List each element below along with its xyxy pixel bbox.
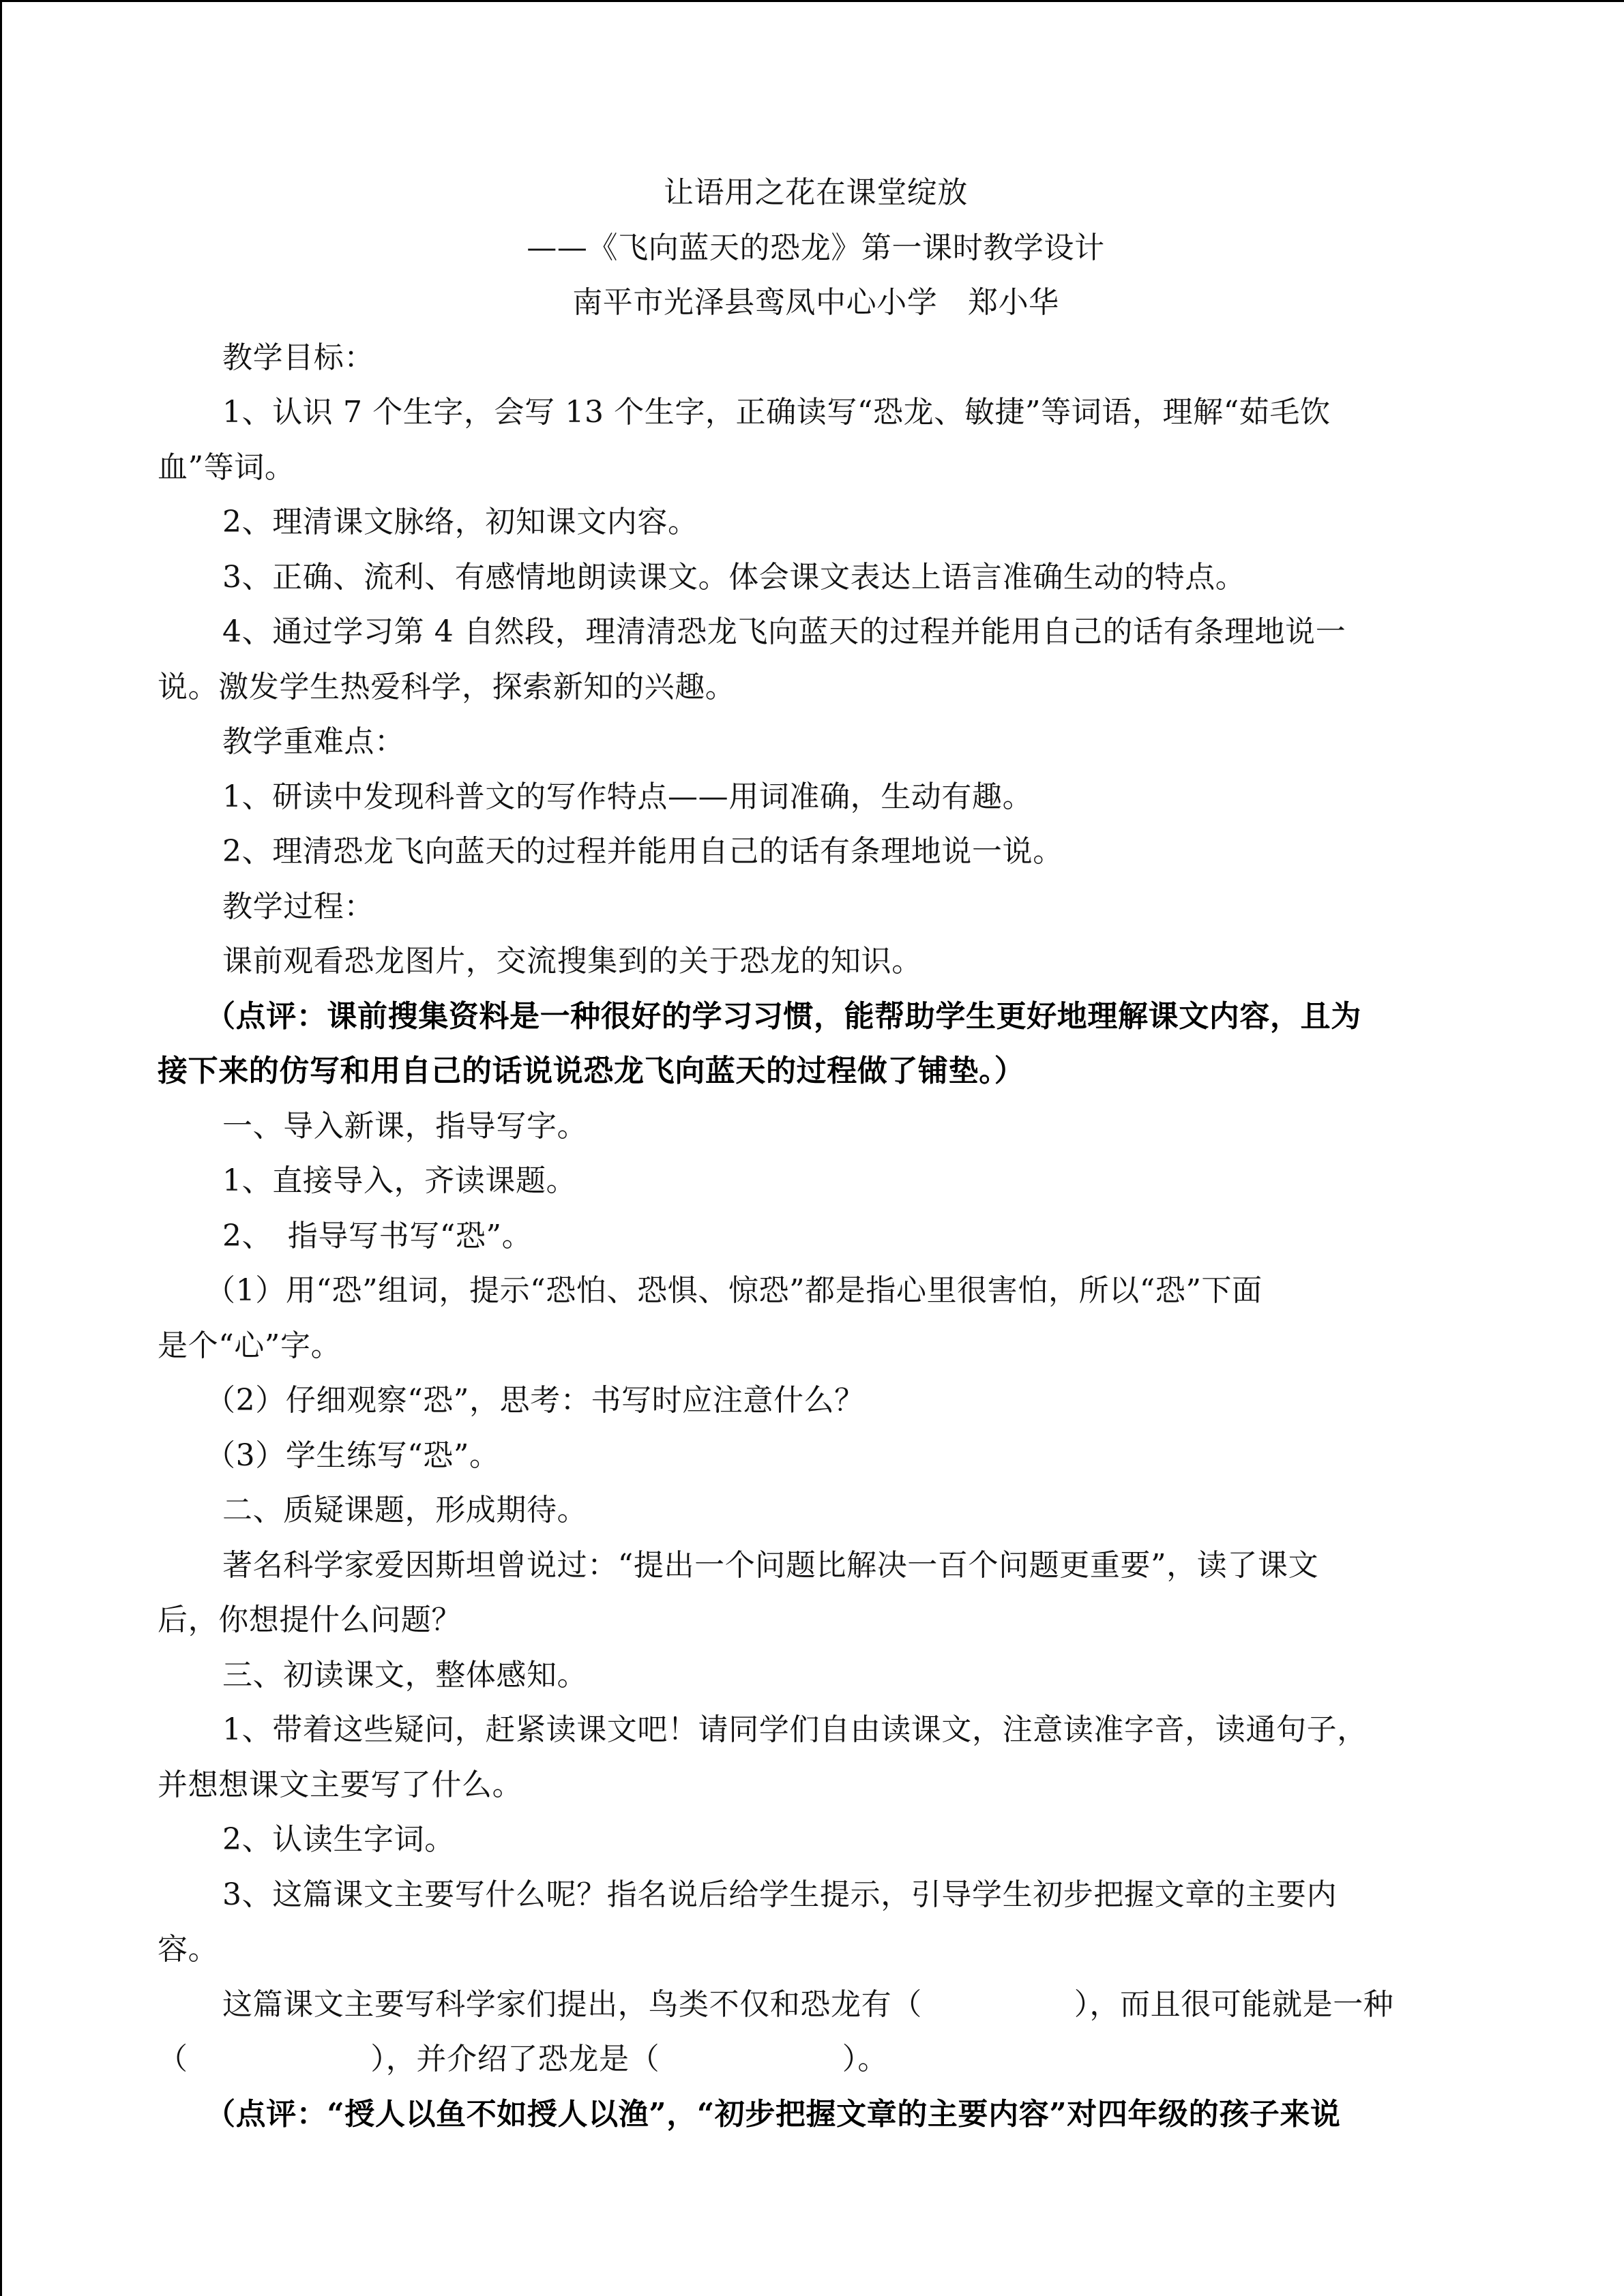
paragraph-line: 容。 <box>158 1932 219 1967</box>
paragraph-line: 1、研读中发现科普文的写作特点——用词准确，生动有趣。 <box>222 779 1033 814</box>
paragraph-line: 这篇课文主要写科学家们提出，鸟类不仅和恐龙有（ ），而且很可能就是一种 <box>222 1986 1394 2022</box>
paragraph-line: 著名科学家爱因斯坦曾说过：“提出一个问题比解决一百个问题更重要”，读了课文 <box>222 1547 1319 1583</box>
document-body <box>158 166 1474 2142</box>
paragraph-line: 4、通过学习第 4 自然段，理清清恐龙飞向蓝天的过程并能用自己的话有条理地说一 <box>222 614 1346 649</box>
paragraph-line: （2）仔细观察“恐”，思考：书写时应注意什么？ <box>205 1383 865 1418</box>
comment-line: （点评：课前搜集资料是一种很好的学习习惯，能帮助学生更好地理解课文内容，且为 <box>205 998 1361 1034</box>
paragraph-line: 并想想课文主要写了什么。 <box>158 1767 523 1802</box>
step-heading: 一、导入新课，指导写字。 <box>222 1108 588 1144</box>
paragraph-line: 血”等词。 <box>158 449 295 485</box>
paragraph-line: 3、这篇课文主要写什么呢？指名说后给学生提示，引导学生初步把握文章的主要内 <box>222 1877 1338 1912</box>
section-heading-process: 教学过程： <box>222 889 374 924</box>
step-heading: 二、质疑课题，形成期待。 <box>222 1493 588 1527</box>
paragraph-line: 1、认识 7 个生字，会写 13 个生字，正确读写“恐龙、敏捷”等词语，理解“茹毛饮 <box>222 395 1331 430</box>
comment-line: （点评：“授人以鱼不如授人以渔”，“初步把握文章的主要内容”对四年级的孩子来说 <box>205 2096 1341 2132</box>
paragraph-line: 是个“心”字。 <box>158 1328 342 1363</box>
paragraph-line: 2、 指导写书写“恐”。 <box>222 1218 533 1253</box>
author-line: 南平市光泽县鸾凤中心小学 郑小华 <box>572 285 1059 320</box>
paragraph-line: 2、认读生字词。 <box>222 1822 455 1857</box>
paragraph-line: 1、直接导入，齐读课题。 <box>222 1163 577 1198</box>
paragraph-line: 3、正确、流利、有感情地朗读课文。体会课文表达上语言准确生动的特点。 <box>222 559 1246 595</box>
step-heading: 三、初读课文，整体感知。 <box>222 1657 588 1693</box>
paragraph-line: 课前观看恐龙图片，交流搜集到的关于恐龙的知识。 <box>222 944 922 979</box>
section-heading-key-points: 教学重难点： <box>222 724 405 759</box>
paragraph-line: 2、理清恐龙飞向蓝天的过程并能用自己的话有条理地说一说。 <box>222 834 1063 869</box>
document-subtitle: ——《飞向蓝天的恐龙》第一课时教学设计 <box>527 230 1105 265</box>
paragraph-line: （3）学生练写“恐”。 <box>205 1437 500 1473</box>
paragraph-line: （1）用“恐”组词，提示“恐怕、恐惧、惊恐”都是指心里很害怕，所以“恐”下面 <box>205 1273 1263 1308</box>
section-heading-objectives: 教学目标： <box>222 340 374 375</box>
paragraph-line: （ ），并介绍了恐龙是（ ）。 <box>158 2042 888 2076</box>
comment-line: 接下来的仿写和用自己的话说说恐龙飞向蓝天的过程做了铺垫。） <box>158 1054 1025 1088</box>
document-title: 让语用之花在课堂绽放 <box>664 175 968 210</box>
paragraph-line: 后，你想提什么问题？ <box>158 1602 462 1637</box>
paragraph-line: 说。激发学生热爱科学，探索新知的兴趣。 <box>158 669 736 704</box>
paragraph-line: 1、带着这些疑问，赶紧读课文吧！请同学们自由读课文，注意读准字音，读通句子， <box>222 1712 1368 1747</box>
paragraph-line: 2、理清课文脉络，初知课文内容。 <box>222 505 698 539</box>
